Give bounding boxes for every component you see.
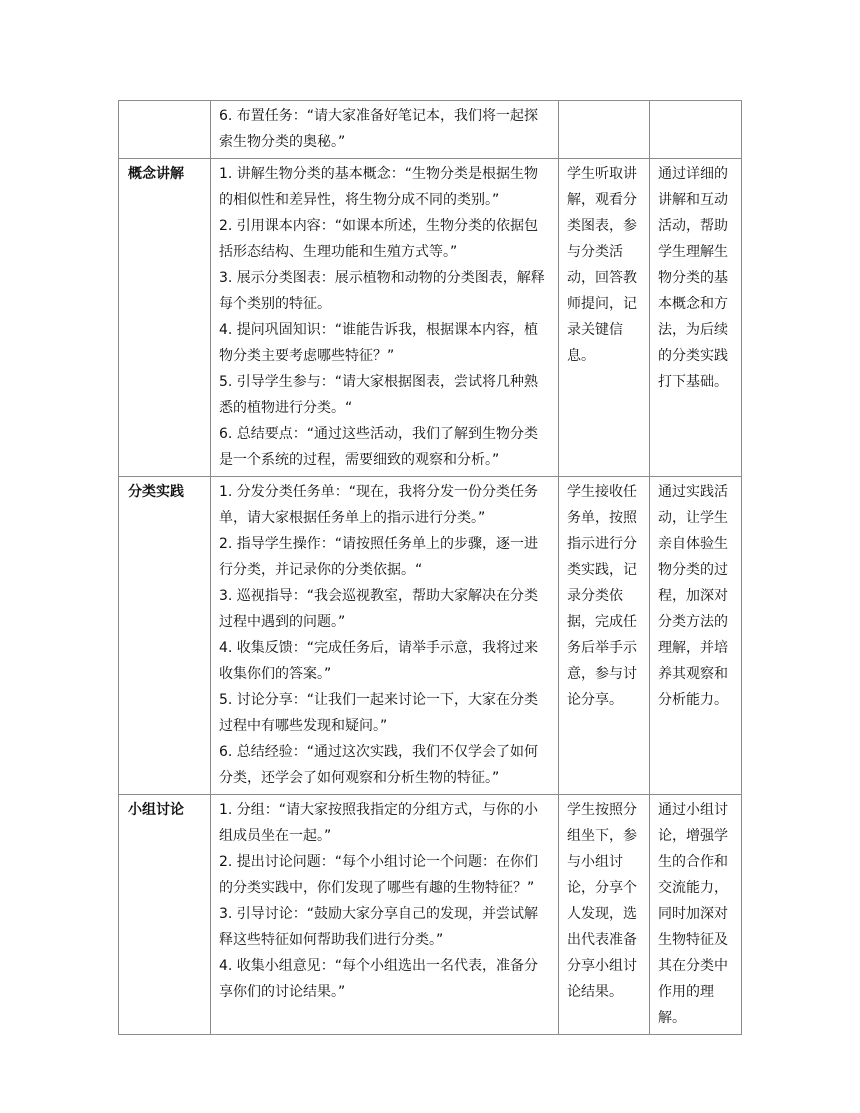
table-row	[119, 795, 742, 1035]
teacher-step: 6. 总结经验：“通过这次实践，我们不仅学会了如何分类，还学会了如何观察和分析生物的特征。”	[219, 744, 539, 786]
teacher-step: 2. 指导学生操作：“请按照任务单上的步骤，逐一进行分类，并记录你的分类依据。“	[219, 536, 539, 578]
teacher-activity-cell	[211, 477, 559, 795]
design-intent-cell	[650, 101, 742, 159]
table-row	[119, 159, 742, 477]
teacher-step: 1. 分发分类任务单：“现在，我将分发一份分类任务单，请大家根据任务单上的指示进行分类。”	[219, 484, 539, 526]
teacher-activity-cell	[211, 159, 559, 477]
teacher-step: 6. 总结要点：“通过这些活动，我们了解到生物分类是一个系统的过程，需要细致的观察和分析。”	[219, 426, 539, 468]
teacher-step: 5. 引导学生参与：“请大家根据图表，尝试将几种熟悉的植物进行分类。“	[219, 374, 539, 416]
teacher-step: 1. 分组：“请大家按照我指定的分组方式，与你的小组成员坐在一起。”	[219, 802, 539, 844]
table-row	[119, 101, 742, 159]
student-activity-cell: 学生按照分组坐下，参与小组讨论，分享个人发现，选出代表准备分享小组讨论结果。	[559, 795, 650, 1035]
stage-cell	[119, 101, 211, 159]
teacher-step: 3. 引导讨论：“鼓励大家分享自己的发现，并尝试解释这些特征如何帮助我们进行分类。”	[219, 906, 539, 948]
design-intent-cell: 通过小组讨论，增强学生的合作和交流能力，同时加深对生物特征及其在分类中作用的理解。	[650, 795, 742, 1035]
design-intent-cell: 通过详细的讲解和互动活动，帮助学生理解生物分类的基本概念和方法，为后续的分类实践打下基础。	[650, 159, 742, 477]
teacher-step: 5. 讨论分享：“让我们一起来讨论一下，大家在分类过程中有哪些发现和疑问。”	[219, 692, 539, 734]
student-activity-cell	[559, 101, 650, 159]
teacher-step: 2. 引用课本内容：“如课本所述，生物分类的依据包括形态结构、生理功能和生殖方式等。”	[219, 218, 539, 260]
design-intent-cell: 通过实践活动，让学生亲自体验生物分类的过程，加深对分类方法的理解，并培养其观察和分析能力。	[650, 477, 742, 795]
lesson-plan-table	[118, 100, 742, 1035]
student-activity-cell: 学生接收任务单，按照指示进行分类实践，记录分类依据，完成任务后举手示意，参与讨论分享。	[559, 477, 650, 795]
stage-cell: 概念讲解	[119, 159, 211, 477]
teacher-step: 4. 提问巩固知识：“谁能告诉我，根据课本内容，植物分类主要考虑哪些特征？”	[219, 322, 539, 364]
teacher-step: 1. 讲解生物分类的基本概念：“生物分类是根据生物的相似性和差异性，将生物分成不同的类别。”	[219, 166, 539, 208]
stage-cell: 分类实践	[119, 477, 211, 795]
stage-cell: 小组讨论	[119, 795, 211, 1035]
student-activity-cell: 学生听取讲解，观看分类图表，参与分类活动，回答教师提问，记录关键信息。	[559, 159, 650, 477]
teacher-step: 4. 收集小组意见：“每个小组选出一名代表，准备分享你们的讨论结果。”	[219, 958, 539, 1000]
teacher-step: 6. 布置任务：“请大家准备好笔记本，我们将一起探索生物分类的奥秘。”	[219, 108, 539, 150]
teacher-step: 3. 巡视指导：“我会巡视教室，帮助大家解决在分类过程中遇到的问题。”	[219, 588, 539, 630]
table-row	[119, 477, 742, 795]
teacher-activity-cell	[211, 795, 559, 1035]
teacher-step: 2. 提出讨论问题：“每个小组讨论一个问题：在你们的分类实践中，你们发现了哪些有趣的生物特征？”	[219, 854, 539, 896]
teacher-step: 4. 收集反馈：“完成任务后，请举手示意，我将过来收集你们的答案。”	[219, 640, 539, 682]
teacher-step: 3. 展示分类图表：展示植物和动物的分类图表，解释每个类别的特征。	[219, 270, 545, 312]
teacher-activity-cell	[211, 101, 559, 159]
